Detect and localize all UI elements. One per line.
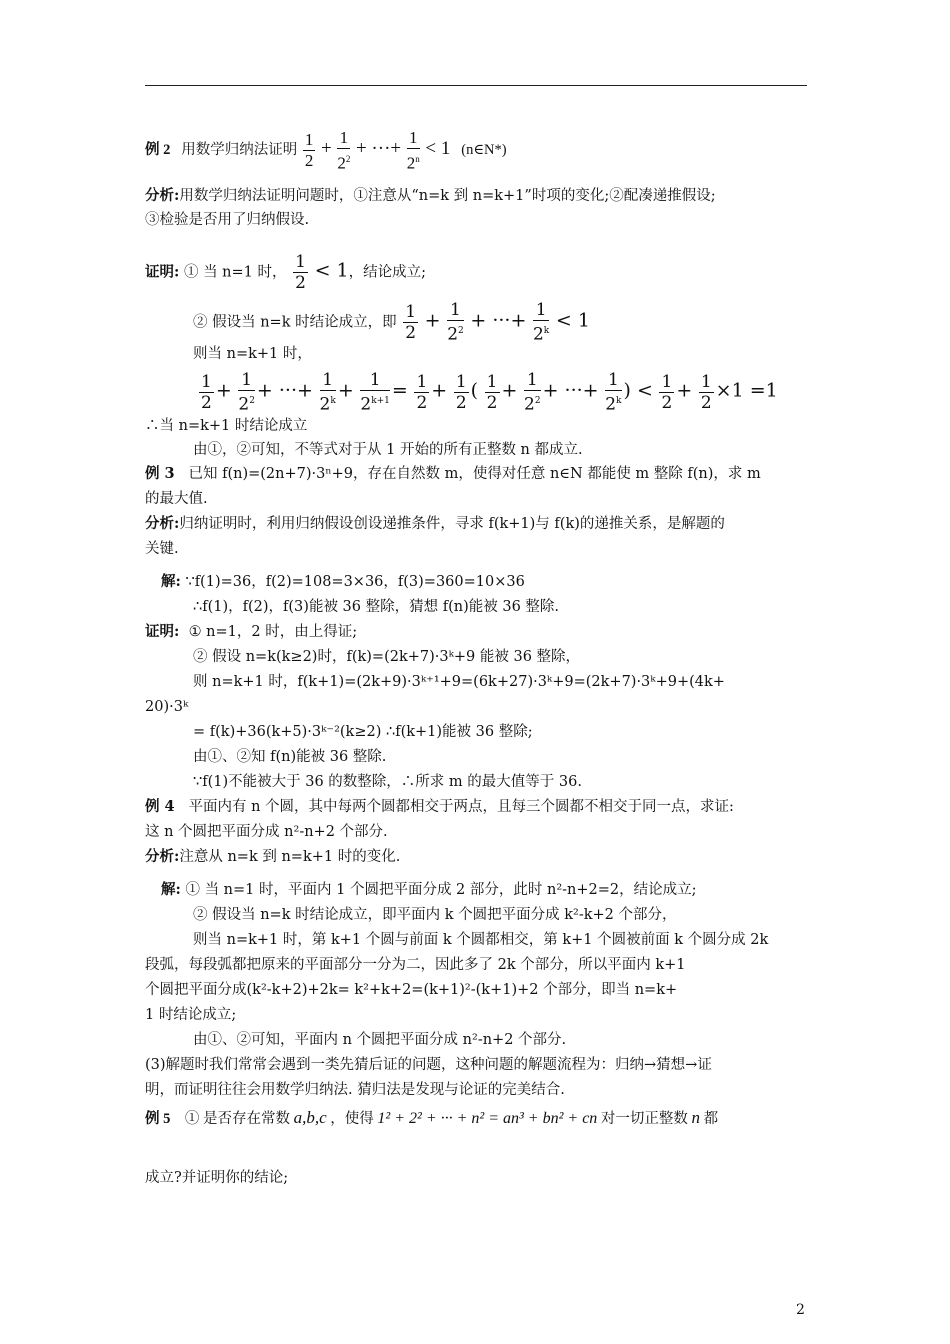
ex3-analysis: 分析:归纳证明时，利用归纳假设创设递推条件，寻求 f(k+1)与 f(k)的递推关系，是解题的	[145, 515, 725, 532]
frac: $\frac{1}{2^n}$	[406, 128, 420, 173]
page-number: 2	[796, 1302, 805, 1318]
ex3-proof-1: 证明: ① n=1，2 时，由上得证;	[145, 623, 358, 640]
frac: $\frac{1}{2^2}$	[447, 300, 464, 345]
ex2-proof-step1: 证明: ① 当 n=1 时， $\frac{1}{2}$ < 1，结论成立;	[145, 252, 427, 293]
frac: $\frac{1}{2}$	[295, 252, 306, 293]
ex2-label: 例 2	[145, 142, 171, 159]
ex3-analysis-2: 关键.	[145, 541, 179, 557]
ex2-analysis-2: ③检验是否用了归纳假设.	[145, 212, 310, 228]
ex3-proof-5: = f(k)+36(k+5)·3ᵏ⁻²(k≥2) ∴f(k+1)能被 36 整除;	[193, 724, 533, 740]
ex4-solution-3: 则当 n=k+1 时，第 k+1 个圆与前面 k 个圆都相交，第 k+1 个圆被前面 k 个圆分成 2k	[193, 932, 769, 948]
ex3-proof-3: 则 n=k+1 时，f(k+1)=(2k+9)·3ᵏ⁺¹+9=(6k+27)·3ᵏ+9=(2k+7)·3ᵏ+9+(4k+	[193, 674, 725, 690]
ex3-statement: 例 3 已知 f(n)=(2n+7)·3ⁿ+9，存在自然数 m，使得对任意 n∈N 都能使 m 整除 f(n)，求 m	[145, 465, 761, 482]
ex3-proof-2: ② 假设 n=k(k≥2)时，f(k)=(2k+7)·3ᵏ+9 能被 36 整除，	[193, 649, 581, 665]
ex4-solution-5: 个圆把平面分成(k²-k+2)+2k= k²+k+2=(k+1)²-(k+1)+2 个部分，即当 n=k+	[145, 982, 678, 998]
ex2-statement: 例 2 用数学归纳法证明 $\frac{1}{2}$ + $\frac{1}{2^2}$ + ···+ $\frac{1}{2^n}$ < 1 (n∈N*)	[145, 128, 507, 173]
ex4-solution-1: 解: ① 当 n=1 时，平面内 1 个圆把平面分成 2 部分，此时 n²-n+2=2，结论成立;	[161, 881, 697, 898]
ex4-solution-4: 段弧，每段弧都把原来的平面部分一分为二，因此多了 2k 个部分，所以平面内 k+1	[145, 957, 686, 973]
ex5-statement: 例 5 ① 是否存在常数 a,b,c ，使得 1² + 2² + ··· + n² = an³ + bn² + cn 对一切正整数 n 都	[145, 1108, 719, 1127]
ex2-conclusion-1: ∴当 n=k+1 时结论成立	[145, 418, 308, 434]
frac: $\frac{1}{2^k}$	[532, 300, 550, 345]
frac: $\frac{1}{2}$	[304, 130, 314, 171]
ex4-solution-6: 1 时结论成立;	[145, 1007, 237, 1023]
para3-line-1: (3)解题时我们常常会遇到一类先猜后证的问题，这种问题的解题流程为：归纳→猜想→证	[145, 1057, 712, 1073]
frac: $\frac{1}{2}$	[405, 301, 417, 343]
ex4-analysis: 分析:注意从 n=k 到 n=k+1 时的变化.	[145, 848, 401, 865]
ex4-solution-7: 由①、②可知，平面内 n 个圆把平面分成 n²-n+2 个部分.	[193, 1032, 567, 1048]
ex3-solution-2: ∴f(1)，f(2)，f(3)能被 36 整除，猜想 f(n)能被 36 整除.	[193, 599, 560, 615]
para3-line-2: 明，而证明往往会用数学归纳法. 猜归法是发现与论证的完美结合.	[145, 1082, 565, 1098]
ex4-statement: 例 4 平面内有 n 个圆，其中每两个圆都相交于两点，且每三个圆都不相交于同一点，求证:	[145, 798, 734, 815]
ex2-analysis: 分析:用数学归纳法证明问题时，①注意从“n=k 到 n=k+1”时项的变化;②配凑递推假设;	[145, 187, 716, 204]
ex2-proof-step2: ② 假设当 n=k 时结论成立，即 $\frac{1}{2}$ + $\frac{1}{2^2}$ + ···+ $\frac{1}{2^k}$ < 1	[193, 300, 590, 345]
frac: $\frac{1}{2^2}$	[337, 128, 351, 173]
ex3-proof-4: 20)·3ᵏ	[145, 699, 189, 715]
ex3-proof-7: ∵f(1)不能被大于 36 的数整除，∴所求 m 的最大值等于 36.	[193, 774, 582, 790]
ex3-solution-1: 解: ∵f(1)=36，f(2)=108=3×36，f(3)=360=10×36	[161, 573, 525, 590]
header-rule	[145, 85, 807, 86]
ex3-statement-2: 的最大值.	[145, 491, 208, 507]
ex3-proof-6: 由①、②知 f(n)能被 36 整除.	[193, 749, 387, 765]
ex4-solution-2: ② 假设当 n=k 时结论成立，即平面内 k 个圆把平面分成 k²-k+2 个部分，	[193, 907, 677, 923]
ex4-statement-2: 这 n 个圆把平面分成 n²-n+2 个部分.	[145, 824, 388, 840]
ex2-induction-equation: $\frac{1}{2}$ + $\frac{1}{2^2}$ + ···+ $\frac{1}{2^k}$ + $\frac{1}{2^{k+1}}$ = $\frac{1}{2}$ + $\frac{1}{2}$ ( $\frac{1}{2}$ + $\frac{1}{2^2}$ + ···+ $\frac{1}{2^k}$ ) < $\frac{1}{2}$ + $\frac{1}{2}$ ×1 =1	[201, 370, 778, 415]
ex5-statement-2: 成立?并证明你的结论;	[145, 1170, 289, 1186]
ex2-proof-step3: 则当 n=k+1 时，	[193, 346, 312, 362]
ex2-conclusion-2: 由①，②可知，不等式对于从 1 开始的所有正整数 n 都成立.	[193, 442, 583, 458]
